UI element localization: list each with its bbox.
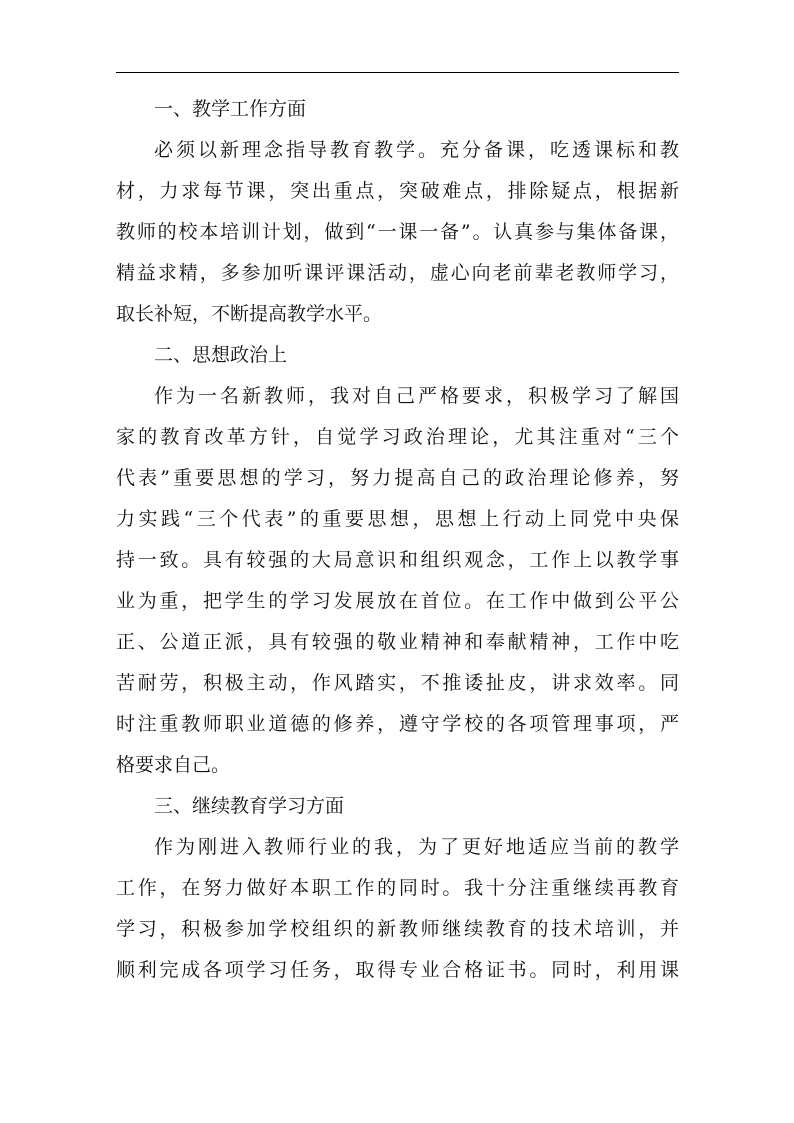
text-line: 家的教育改革方针，自觉学习政治理论，尤其注重对“三个 xyxy=(116,426,679,448)
text-line: 作为刚进入教师行业的我，为了更好地适应当前的教学 xyxy=(154,836,679,858)
text-line: 二、思想政治上 xyxy=(154,344,288,366)
text-line: 格要求自己。 xyxy=(116,754,231,776)
text-line: 时注重教师职业道德的修养，遵守学校的各项管理事项，严 xyxy=(116,713,679,735)
text-line: 苦耐劳，积极主动，作风踏实，不推诿扯皮，讲求效率。同 xyxy=(116,672,679,694)
text-line: 工作，在努力做好本职工作的同时。我十分注重继续再教育 xyxy=(116,877,679,899)
text-line: 顺利完成各项学习任务，取得专业合格证书。同时，利用课 xyxy=(116,959,679,981)
text-line: 三、继续教育学习方面 xyxy=(154,795,345,817)
text-line: 学习，积极参加学校组织的新教师继续教育的技术培训，并 xyxy=(116,918,679,940)
text-line: 一、教学工作方面 xyxy=(154,98,307,120)
text-line: 代表”重要思想的学习，努力提高自己的政治理论修养，努 xyxy=(116,467,679,489)
text-line: 必须以新理念指导教育教学。充分备课，吃透课标和教 xyxy=(154,139,679,161)
text-line: 精益求精，多参加听课评课活动，虚心向老前辈老教师学习， xyxy=(116,262,679,284)
text-line: 业为重，把学生的学习发展放在首位。在工作中做到公平公 xyxy=(116,590,679,612)
text-line: 正、公道正派，具有较强的敬业精神和奉献精神，工作中吃 xyxy=(116,631,679,653)
text-line: 材，力求每节课，突出重点，突破难点，排除疑点，根据新 xyxy=(116,180,679,202)
text-line: 持一致。具有较强的大局意识和组织观念，工作上以教学事 xyxy=(116,549,679,571)
text-line: 力实践“三个代表”的重要思想，思想上行动上同党中央保 xyxy=(116,508,679,530)
header-rule xyxy=(116,72,679,73)
document-body xyxy=(116,89,679,991)
text-line: 作为一名新教师，我对自己严格要求，积极学习了解国 xyxy=(154,385,679,407)
text-line: 教师的校本培训计划，做到“一课一备”。认真参与集体备课， xyxy=(116,221,679,243)
text-line: 取长补短，不断提高教学水平。 xyxy=(116,303,383,325)
